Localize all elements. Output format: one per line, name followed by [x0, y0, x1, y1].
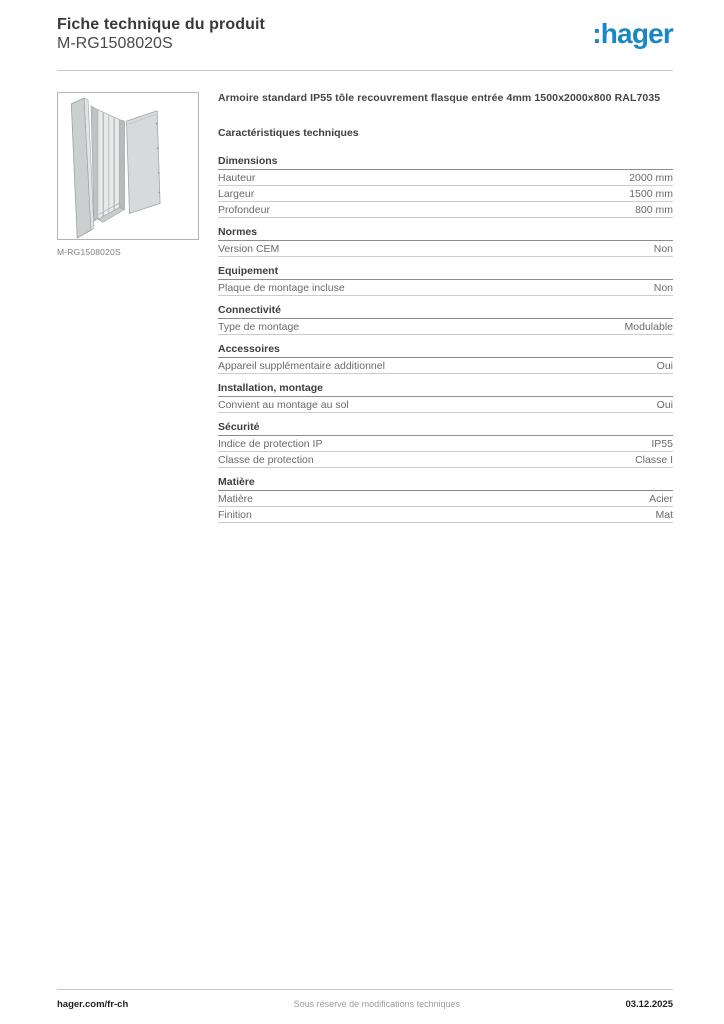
spec-row: [218, 358, 673, 374]
spec-value: Modulable: [624, 320, 673, 333]
spec-label: Classe de protection: [218, 453, 314, 466]
header-titles: [57, 15, 265, 53]
spec-label: Hauteur: [218, 171, 256, 184]
content-area: [57, 92, 673, 532]
footer-date: 03.12.2025: [625, 999, 673, 1010]
spec-label: Matière: [218, 492, 254, 505]
spec-section-rows: [218, 280, 673, 296]
spec-row: [218, 280, 673, 296]
spec-section-title: Equipement: [218, 266, 673, 280]
page-title: Fiche technique du produit: [57, 16, 265, 33]
spec-sections: [218, 156, 673, 523]
spec-label: Convient au montage au sol: [218, 398, 349, 411]
spec-row: [218, 397, 673, 413]
spec-value: Classe I: [635, 453, 673, 466]
hager-logo: :hager: [592, 18, 673, 49]
spec-label: Finition: [218, 508, 252, 521]
spec-row: [218, 507, 673, 523]
spec-section-rows: [218, 358, 673, 374]
spec-value: Non: [653, 242, 673, 255]
spec-row: [218, 436, 673, 452]
spec-value: 1500 mm: [629, 187, 673, 200]
product-image-caption: M-RG1508020S: [57, 247, 121, 257]
spec-row: [218, 170, 673, 186]
spec-section-rows: [218, 241, 673, 257]
spec-value: 2000 mm: [629, 171, 673, 184]
enclosure-cabinet-illustration: [58, 93, 198, 239]
spec-section-rows: [218, 319, 673, 335]
product-image: [57, 92, 199, 240]
spec-section-rows: [218, 436, 673, 468]
footer-website: hager.com/fr-ch: [57, 999, 129, 1010]
spec-section: [218, 266, 673, 296]
spec-value: Oui: [656, 398, 673, 411]
spec-row: [218, 452, 673, 468]
spec-value: Non: [653, 281, 673, 294]
spec-label: Largeur: [218, 187, 255, 200]
spec-section-rows: [218, 170, 673, 218]
spec-row: [218, 241, 673, 257]
spec-row: [218, 319, 673, 335]
spec-value: Acier: [649, 492, 673, 505]
spec-value: Mat: [655, 508, 673, 521]
header-divider: [57, 70, 673, 71]
spec-section: [218, 227, 673, 257]
spec-section: [218, 156, 673, 218]
spec-label: Appareil supplémentaire additionnel: [218, 359, 385, 372]
specs-heading: Caractéristiques techniques: [218, 127, 359, 139]
spec-section-rows: [218, 491, 673, 523]
footer-disclaimer: Sous réserve de modifications techniques: [293, 999, 461, 1009]
page-header: [57, 0, 673, 53]
product-reference: M-RG1508020S: [57, 35, 173, 52]
spec-row: [218, 491, 673, 507]
footer-divider: [57, 989, 673, 990]
spec-label: Indice de protection IP: [218, 437, 323, 450]
spec-label: Profondeur: [218, 203, 270, 216]
spec-label: Plaque de montage incluse: [218, 281, 345, 294]
spec-label: Version CEM: [218, 242, 280, 255]
spec-label: Type de montage: [218, 320, 300, 333]
spec-section: [218, 305, 673, 335]
spec-value: IP55: [651, 437, 673, 450]
spec-section-title: Accessoires: [218, 344, 673, 358]
spec-section-title: Matière: [218, 477, 673, 491]
spec-row: [218, 186, 673, 202]
spec-section-title: Sécurité: [218, 422, 673, 436]
spec-section: [218, 383, 673, 413]
spec-row: [218, 202, 673, 218]
spec-value: Oui: [656, 359, 673, 372]
footer-row: [57, 999, 673, 1010]
product-description: Armoire standard IP55 tôle recouvrement flasque entrée 4mm 1500x2000x800 RAL7035: [218, 92, 661, 104]
spec-section-title: Installation, montage: [218, 383, 673, 397]
specs-column: [218, 92, 673, 532]
spec-section: [218, 477, 673, 523]
page-footer: [57, 989, 673, 1010]
spec-value: 800 mm: [635, 203, 673, 216]
spec-section-title: Connectivité: [218, 305, 673, 319]
spec-section: [218, 422, 673, 468]
product-image-column: [57, 92, 218, 532]
spec-section-rows: [218, 397, 673, 413]
spec-section: [218, 344, 673, 374]
spec-section-title: Dimensions: [218, 156, 673, 170]
spec-section-title: Normes: [218, 227, 673, 241]
